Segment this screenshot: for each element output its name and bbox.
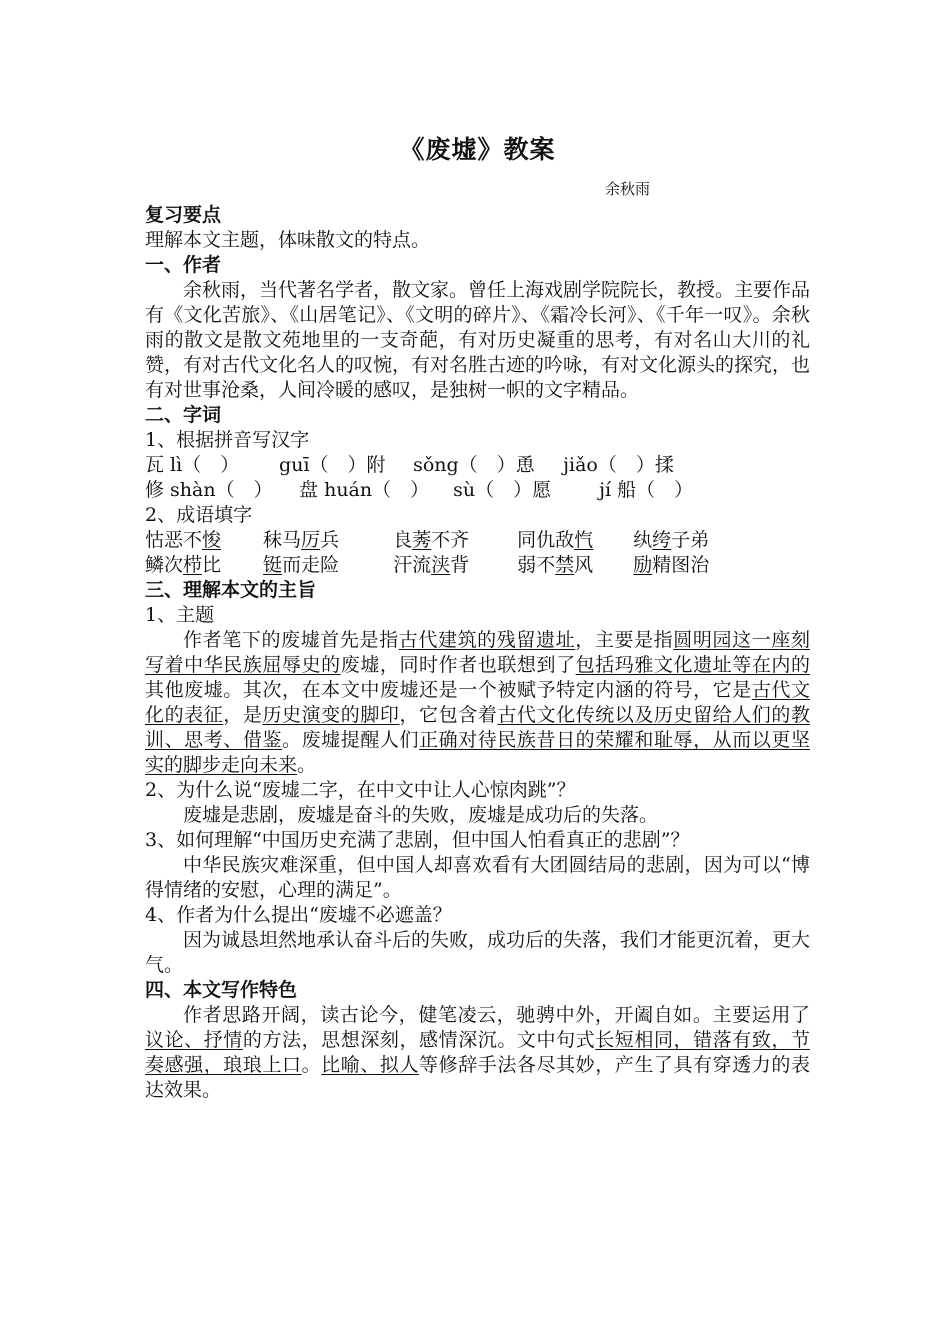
pinyin-item: 瓦 lì（ ） [145,454,240,476]
key-phrase: 比喻、拟人 [321,1054,420,1076]
idiom-text: 汗流 [393,554,432,576]
answer-1 [145,628,810,778]
idiom-item [633,528,709,553]
review-text: 理解本文主题，体味散文的特点。 [145,229,431,251]
idiom-key-char: 浃 [431,554,451,576]
answer-3: 中华民族灾难深重，但中国人却喜欢看有大团圆结局的悲剧，因为可以“博得情绪的安慰，心理的满足”。 [145,854,810,901]
author-name: 余秋雨 [604,180,650,198]
key-phrase: 长短相同，错落有致，节奏感强，琅琅上口 [145,1029,810,1076]
idiom-item [393,553,511,578]
pinyin-item: 修 shàn（ ） [145,479,273,501]
question-3: 3、如何理解“中国历史充满了悲剧，但中国人怕看真正的悲剧”？ [145,829,690,851]
idiom-key-char: 绔 [652,529,672,551]
pinyin-row-1 [145,453,810,478]
key-phrase: 古代建筑的残留遗址 [398,629,576,651]
section-author-heading: 一、作者 [145,254,222,276]
section-theme-heading: 三、理解本文的主旨 [145,579,317,601]
author-paragraph: 余秋雨，当代著名学者，散文家。曾任上海戏剧学院院长，教授。主要作品有《文化苦旅》、《山居笔记》、《文明的碎片》、《霜冷长河》、《千年一叹》。余秋雨的散文是散文苑地里的一支奇葩，有对历史凝重的思考，有对名山大川的礼赞，有对古代文化名人的叹惋，有对名胜古迹的吟咏，有对文化源头的探究，也有对世事沧桑，人间冷暖的感叹，是独树一帜的文字精品。 [145,279,811,401]
idiom-key-char: 厉 [301,529,321,551]
key-phrase: 古代文化的表征 [145,679,810,726]
idiom-text: 兵 [320,529,340,551]
answer-text: 其他废墟。其次，在本文中废墟还是一个被赋予特定内涵的符号，它是 [145,679,752,701]
idiom-row-2 [145,553,810,578]
pinyin-item: sǒng（ ）恿 [413,454,535,476]
idiom-item [517,528,627,553]
idiom-item [633,553,709,578]
pinyin-item: sù（ ）愿 [453,479,552,501]
idiom-key-char: 栉 [183,554,203,576]
features-text: 的方法，思想深刻，感情深沉。文中句式 [242,1029,596,1051]
idiom-key-char: 禁 [555,554,575,576]
idiom-text: 风 [574,554,594,576]
idiom-text: 精图治 [652,554,710,576]
idiom-text: 怙恶不 [145,529,203,551]
question-4: 4、作者为什么提出“废墟不必遮盖？ [145,904,452,926]
pinyin-row-2 [145,478,810,503]
pinyin-subheading: 1、根据拼音写汉字 [145,429,310,451]
idiom-item [393,528,511,553]
key-phrase: 包括玛雅文化遗址等在内的 [575,654,810,676]
review-heading: 复习要点 [145,204,222,226]
answer-text: 废墟，同时作者也联想到了 [340,654,576,676]
question-2: 2、为什么说“废墟二字，在中文中让人心惊肉跳”？ [145,779,576,801]
key-phrase: 古代文化传统以及历史留给人们的教训、思考、借鉴 [145,704,810,751]
idiom-text: 纨 [633,529,653,551]
features-paragraph [145,1003,810,1103]
idiom-item [145,528,257,553]
features-text: 等修辞手法各尽其妙，产生了具有穿透力的表达效果。 [145,1054,810,1101]
answer-text: ，是 [223,704,263,726]
answer-2: 废墟是悲剧，废墟是奋斗的失败，废墟是成功后的失落。 [183,804,659,826]
idiom-subheading: 2、成语填字 [145,504,253,526]
answer-text: 作者笔下的废墟首先是指 [183,629,399,651]
answer-text: ，它包含着 [399,704,498,726]
idiom-key-char: 忾 [574,529,594,551]
pinyin-item: jí 船（ ） [599,479,694,501]
idiom-text: 良 [393,529,413,551]
idiom-text: 比 [202,554,222,576]
idiom-key-char: 励 [633,554,653,576]
idiom-text: 不齐 [431,529,470,551]
idiom-item [145,553,257,578]
key-phrase: 正确对待民族昔日的荣耀和耻辱，从而以更坚实的脚步走向未来 [145,729,810,776]
idiom-key-char: 莠 [412,529,432,551]
pinyin-item: guī（ ）附 [279,454,386,476]
document-title: 《废墟》教案 [399,135,556,164]
section-features-heading: 四、本文写作特色 [145,979,298,1001]
question-1: 1、主题 [145,604,215,626]
section-words-heading: 二、字词 [145,404,222,426]
answer-text: ，主要是指 [575,629,674,651]
features-text: 。 [301,1054,322,1076]
idiom-key-char: 悛 [202,529,222,551]
idiom-key-char: 铤 [263,554,283,576]
idiom-text: 同仇敌 [517,529,575,551]
key-phrase: 议论、抒情 [145,1029,243,1051]
pinyin-item: 盘 huán（ ） [299,479,430,501]
idiom-text: 鳞次 [145,554,184,576]
pinyin-item: jiǎo（ ）揉 [563,454,674,476]
features-text: 作者思路开阔，读古论今，健笔凌云，驰骋中外，开阖自如。主要运用了 [183,1004,810,1026]
idiom-text: 秣马 [263,529,302,551]
idiom-text: 而走险 [282,554,340,576]
idiom-text: 子弟 [671,529,710,551]
key-phrase: 圆明园这一座刻写着中华民族屈辱史的 [145,629,810,676]
idiom-text: 弱不 [517,554,556,576]
document-page [145,130,810,1103]
answer-4: 因为诚恳坦然地承认奋斗后的失败，成功后的失落，我们才能更沉着，更大气。 [145,929,811,976]
idiom-item [263,553,387,578]
idiom-item [263,528,387,553]
answer-text: 。废墟提醒人们 [282,729,420,751]
idiom-item [517,553,627,578]
key-phrase: 历史演变的脚印 [262,704,400,726]
answer-text: 。 [297,754,317,776]
idiom-text: 背 [450,554,470,576]
idiom-row-1 [145,528,810,553]
